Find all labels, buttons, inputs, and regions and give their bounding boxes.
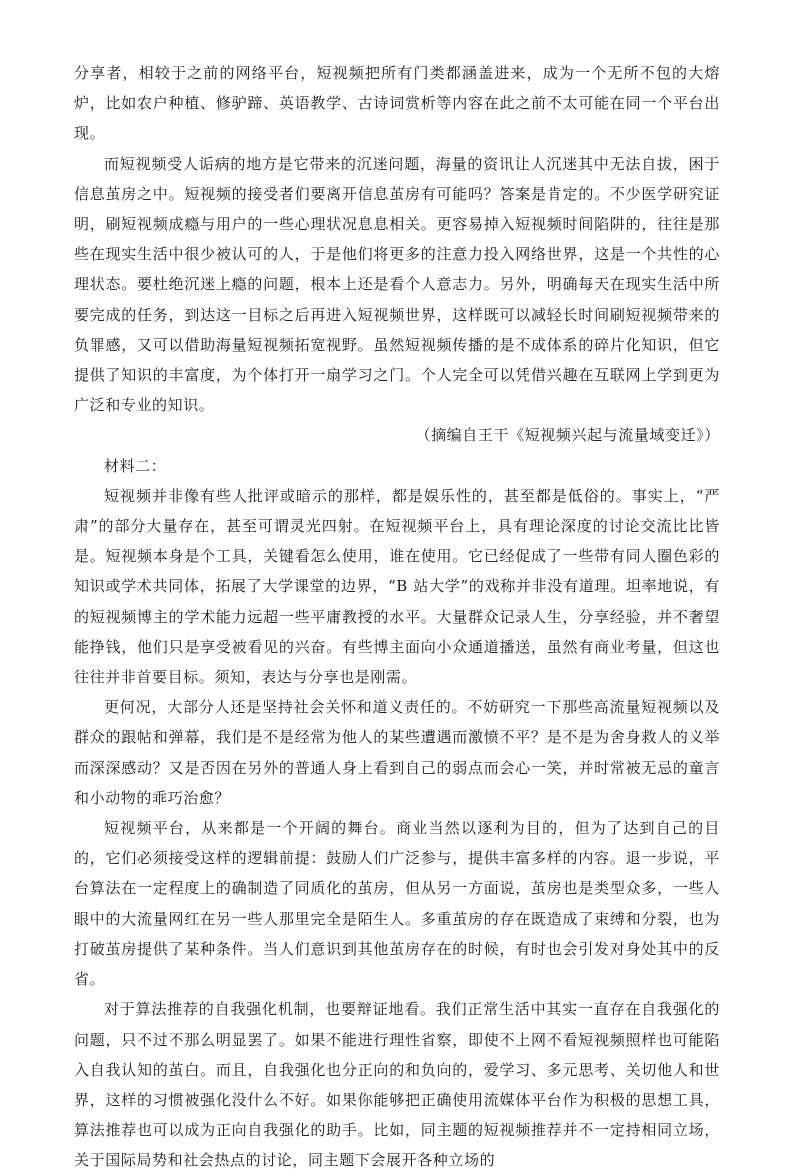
material-paragraph-2: 更何况，大部分人还是坚持社会关怀和道义责任的。不妨研究一下那些高流量短视频以及群众的跟帖和弹幕，我们是不是经常为他人的某些遭遇而激愤不平？是不是为舍身救人的义举而深深感动？又是否因在另外的普通人身上看到自己的弱点而会心一笑，并时常被无忌的童言和小动物的乖巧治愈？ — [74, 698, 720, 807]
material-heading: 材料二： — [104, 456, 167, 475]
document-page — [74, 58, 720, 1176]
source-citation: （摘编自王干《短视频兴起与流量域变迁》） — [415, 426, 720, 445]
material-paragraph-3: 短视频平台，从来都是一个开阔的舞台。商业当然以逐利为目的，但为了达到自己的目的，它们必须接受这样的逻辑前提：鼓励人们广泛参与，提供丰富多样的内容。退一步说，平台算法在一定程度上的确制造了同质化的茧房，但从另一方面说，茧房也是类型众多，一些人眼中的大流量网红在另一些人那里完全是陌生人。多重茧房的存在既造成了束缚和分裂，也为打破茧房提供了某种条件。当人们意识到其他茧房存在的时候，有时也会引发对身处其中的反省。 — [74, 819, 720, 989]
material-paragraph-1: 短视频并非像有些人批评或暗示的那样，都是娱乐性的，甚至都是低俗的。事实上，“严肃”的部分大量存在，甚至可谓灵光四射。在短视频平台上，具有理论深度的讨论交流比比皆是。短视频本身是个工具，关键看怎么使用，谁在使用。它已经促成了一些带有同人圈色彩的知识或学术共同体，拓展了大学课堂的边界，“B 站大学”的戏称并非没有道理。坦率地说，有的短视频博主的学术能力远超一些平庸教授的水平。大量群众记录人生，分享经验，并不奢望能挣钱，他们只是享受被看见的兴奋。有些博主面向小众通道播送，虽然有商业考量，但这也往往并非首要目标。须知，表达与分享也是刚需。 — [74, 486, 720, 687]
paragraph-1: 分享者，相较于之前的网络平台，短视频把所有门类都涵盖进来，成为一个无所不包的大熔炉，比如农户种植、修驴蹄、英语教学、古诗词赏析等内容在此之前不太可能在同一个平台出现。 — [74, 64, 720, 143]
paragraph-2: 而短视频受人诟病的地方是它带来的沉迷问题，海量的资讯让人沉迷其中无法自拔，困于信息茧房之中。短视频的接受者们要离开信息茧房有可能吗？答案是肯定的。不少医学研究证明，刷短视频成瘾与用户的一些心理状况息息相关。更容易掉入短视频时间陷阱的，往往是那些在现实生活中很少被认可的人，于是他们将更多的注意力投入网络世界，这是一个共性的心理状态。要杜绝沉迷上瘾的问题，根本上还是看个人意志力。另外，明确每天在现实生活中所要完成的任务，到达这一目标之后再进入短视频世界，这样既可以减轻长时间刷短视频带来的负罪感，又可以借助海量短视频拓宽视野。虽然短视频传播的是不成体系的碎片化知识，但它提供了知识的丰富度，为个体打开一扇学习之门。个人完全可以凭借兴趣在互联网上学到更为广泛和专业的知识。 — [74, 154, 720, 415]
material-paragraph-4: 对于算法推荐的自我强化机制，也要辩证地看。我们正常生活中其实一直存在自我强化的问题，只不过不那么明显罢了。如果不能进行理性省察，即使不上网不看短视频照样也可能陷入自我认知的茧白。而且，自我强化也分正向的和负向的，爱学习、多元思考、关切他人和世界，这样的习惯被强化没什么不好。如果你能够把正确使用流媒体平台作为积极的思想工具，算法推荐也可以成为正向自我强化的助手。比如，同主题的短视频推荐并不一定持相同立场，关于国际局势和社会热点的讨论，同主题下会展开各种立场的 — [74, 1000, 720, 1170]
